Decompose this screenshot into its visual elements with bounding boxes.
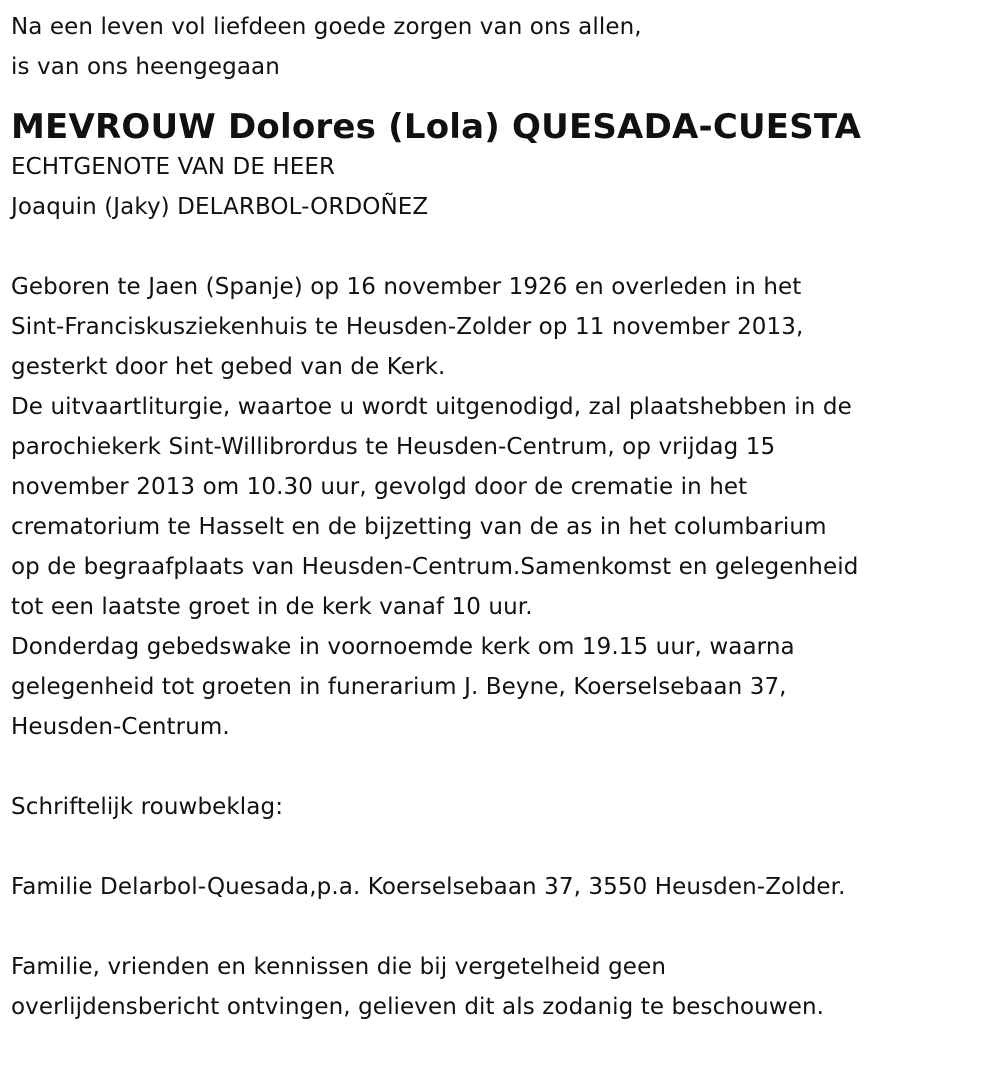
obituary-notice — [11, 0, 996, 1027]
details-line: gesterkt door het gebed van de Kerk. — [11, 354, 446, 380]
details-line: De uitvaartliturgie, waartoe u wordt uitgenodigd, zal plaatshebben in de — [11, 394, 852, 420]
condolence-section — [11, 787, 996, 827]
details-line: Geboren te Jaen (Spanje) op 16 november 1926 en overleden in het — [11, 274, 802, 300]
condolence-label: Schriftelijk rouwbeklag: — [11, 794, 284, 820]
intro-text — [11, 7, 996, 87]
deceased-name: MEVROUW Dolores (Lola) QUESADA-CUESTA — [11, 107, 862, 147]
closing-section — [11, 947, 996, 1027]
spouse-info — [11, 147, 996, 227]
details-line: Heusden-Centrum. — [11, 714, 230, 740]
details-line: Sint-Franciskusziekenhuis te Heusden-Zolder op 11 november 2013, — [11, 314, 804, 340]
intro-line: is van ons heengegaan — [11, 54, 280, 80]
details-line: tot een laatste groet in de kerk vanaf 10 uur. — [11, 594, 533, 620]
details-line: parochiekerk Sint-Willibrordus te Heusden-Centrum, op vrijdag 15 — [11, 434, 776, 460]
family-address-section — [11, 867, 996, 907]
details-paragraph — [11, 267, 996, 747]
intro-line: Na een leven vol liefdeen goede zorgen van ons allen, — [11, 14, 642, 40]
details-line: gelegenheid tot groeten in funerarium J. Beyne, Koerselsebaan 37, — [11, 674, 787, 700]
spouse-line: ECHTGENOTE VAN DE HEER — [11, 154, 336, 180]
details-line: crematorium te Hasselt en de bijzetting van de as in het columbarium — [11, 514, 827, 540]
details-line: november 2013 om 10.30 uur, gevolgd door de crematie in het — [11, 474, 748, 500]
details-line: Donderdag gebedswake in voornoemde kerk om 19.15 uur, waarna — [11, 634, 795, 660]
spouse-line: Joaquin (Jaky) DELARBOL-ORDOÑEZ — [11, 194, 429, 220]
family-address: Familie Delarbol-Quesada,p.a. Koerselsebaan 37, 3550 Heusden-Zolder. — [11, 874, 846, 900]
closing-line: Familie, vrienden en kennissen die bij vergetelheid geen — [11, 954, 666, 980]
details-line: op de begraafplaats van Heusden-Centrum.Samenkomst en gelegenheid — [11, 554, 859, 580]
closing-line: overlijdensbericht ontvingen, gelieven dit als zodanig te beschouwen. — [11, 994, 825, 1020]
